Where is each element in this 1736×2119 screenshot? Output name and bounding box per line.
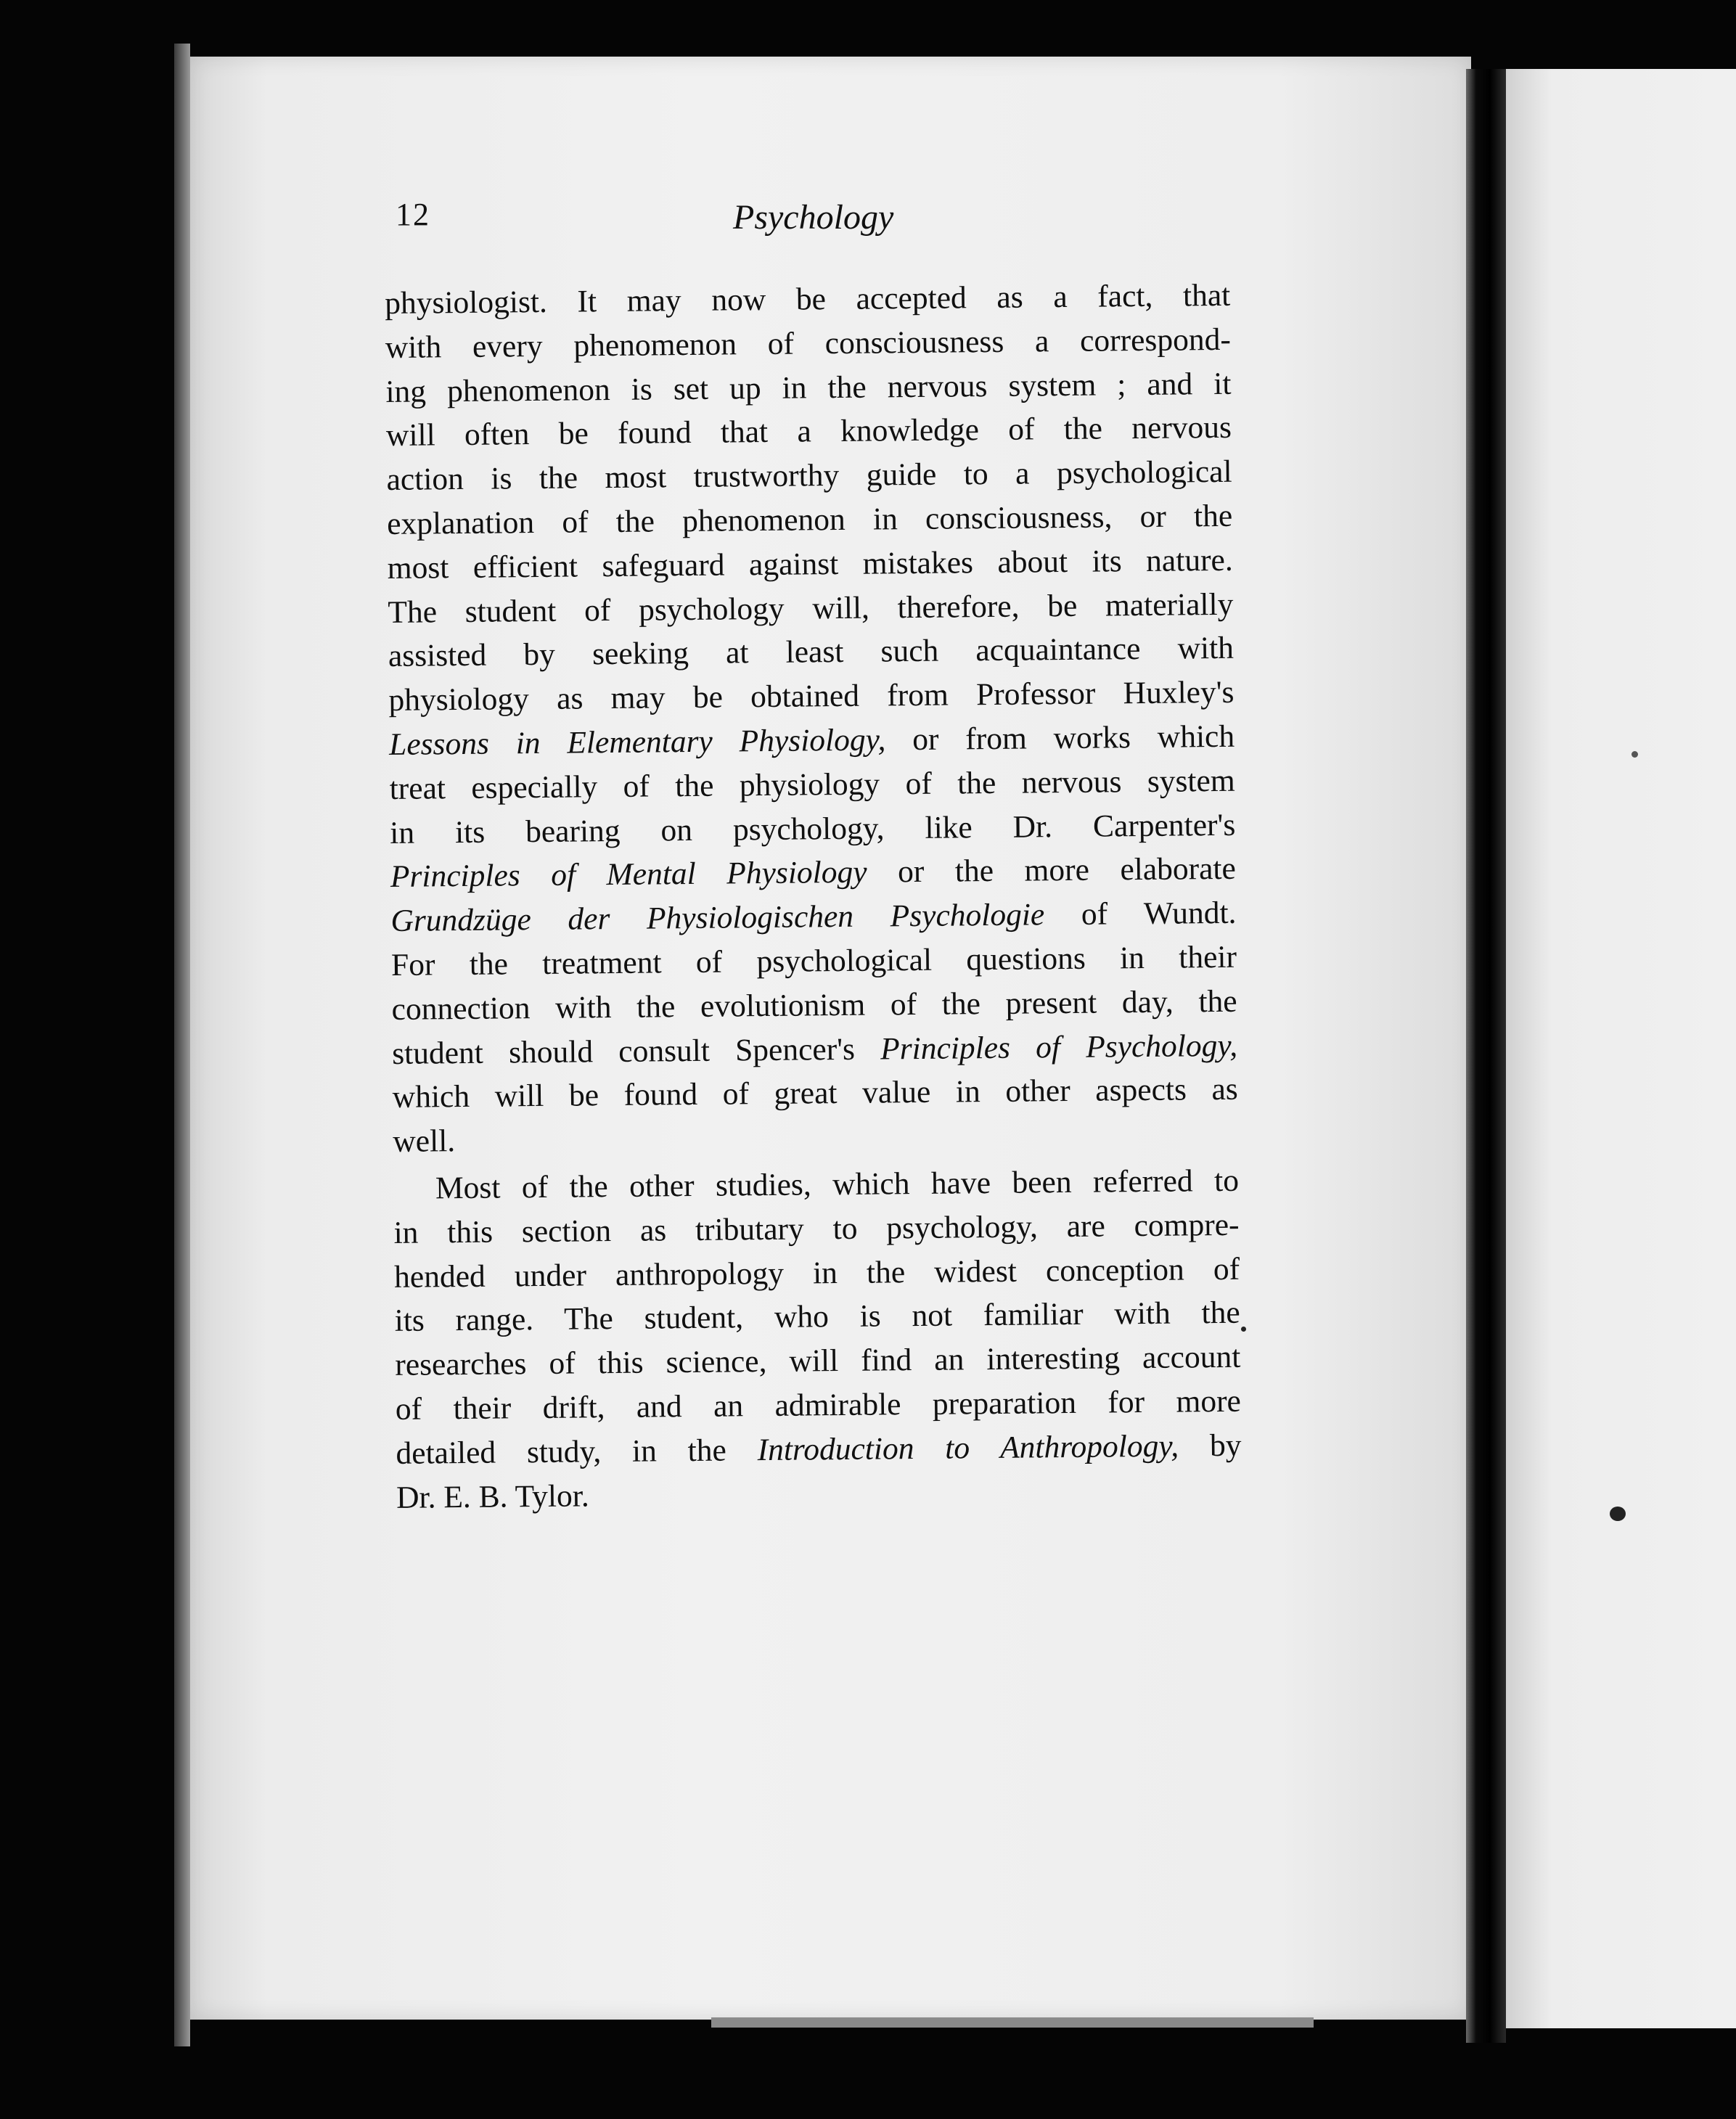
paragraph-2 [393,1159,1242,1520]
text-run: of Wundt. [1044,895,1237,933]
text-line: action is the most trustworthy guide to a psychological [386,454,1232,498]
text-line: physiologist. It may now be accepted as a fact, that [385,277,1231,321]
text-line: with every phenomenon of consciousness a correspond- [385,321,1232,365]
facing-page [1506,69,1736,2028]
text-run: or the more elaborate [867,851,1237,890]
text-line: in this section as tributary to psychology, are compre- [393,1207,1240,1250]
book-title: Grundzüge der Physiologischen Psychologie [390,897,1045,939]
text-line: in its bearing on psychology, like Dr. Carpenter's [390,807,1236,851]
text-line: its range. The student, who is not familiar with the [394,1295,1240,1339]
page-header [396,196,1230,254]
text-line: which will be found of great value in other aspects as [392,1072,1238,1115]
text-line: of their drift, and an admirable preparation for more [395,1383,1242,1427]
scan-speck [1610,1507,1626,1521]
text-line: The student of psychology will, therefore, be materially [388,586,1234,630]
text-line: Most of the other studies, which have been referred to [435,1163,1240,1206]
running-title: Psychology [733,198,894,237]
text-line: will often be found that a knowledge of the nervous [385,410,1232,454]
text-line: assisted by seeking at least such acquaintance with [388,631,1235,674]
text-line: ing phenomenon is set up in the nervous system ; and it [385,366,1232,409]
scan-speck [1631,751,1638,758]
text-line: connection with the evolutionism of the present day, the [391,983,1237,1027]
text-run: student should consult Spencer's [391,1031,881,1071]
text-run: or from works which [885,718,1235,758]
text-line: well. [393,1123,456,1160]
book-title: Introduction to Anthropology, [757,1428,1179,1467]
text-line: hended under anthropology in the widest conception of [393,1251,1240,1295]
text-line: Dr. E. B. Tylor. [396,1477,589,1515]
text-line [396,1423,1242,1475]
text-line: researches of this science, will find an interesting account [395,1339,1241,1383]
book-title: Principles of Mental Physiology [390,855,867,895]
book-gutter [1466,69,1506,2043]
text-run: detailed study, in the [396,1432,758,1471]
text-line: physiology as may be obtained from Professor Huxley's [388,674,1235,718]
text-line: explanation of the phenomenon in consciousness, or the [386,498,1233,541]
text-line [392,1023,1238,1075]
scan-speck [1241,1327,1246,1332]
page-edge [174,44,190,2046]
text-line [390,891,1237,943]
text-line [390,847,1237,899]
text-line: treat especially of the physiology of the nervous system [389,763,1235,806]
page-bottom-edge [711,2017,1314,2028]
book-title: Lessons in Elementary Physiology, [388,722,886,762]
paragraph-1 [385,274,1239,1164]
page-number: 12 [396,197,430,232]
text-line: most efficient safeguard against mistakes about its nature. [387,542,1233,586]
book-title: Principles of Psychology, [880,1028,1238,1067]
page-body [385,274,1242,1520]
text-line: For the treatment of psychological questions in their [390,939,1237,983]
text-line [389,715,1235,767]
text-run: by [1178,1427,1242,1464]
